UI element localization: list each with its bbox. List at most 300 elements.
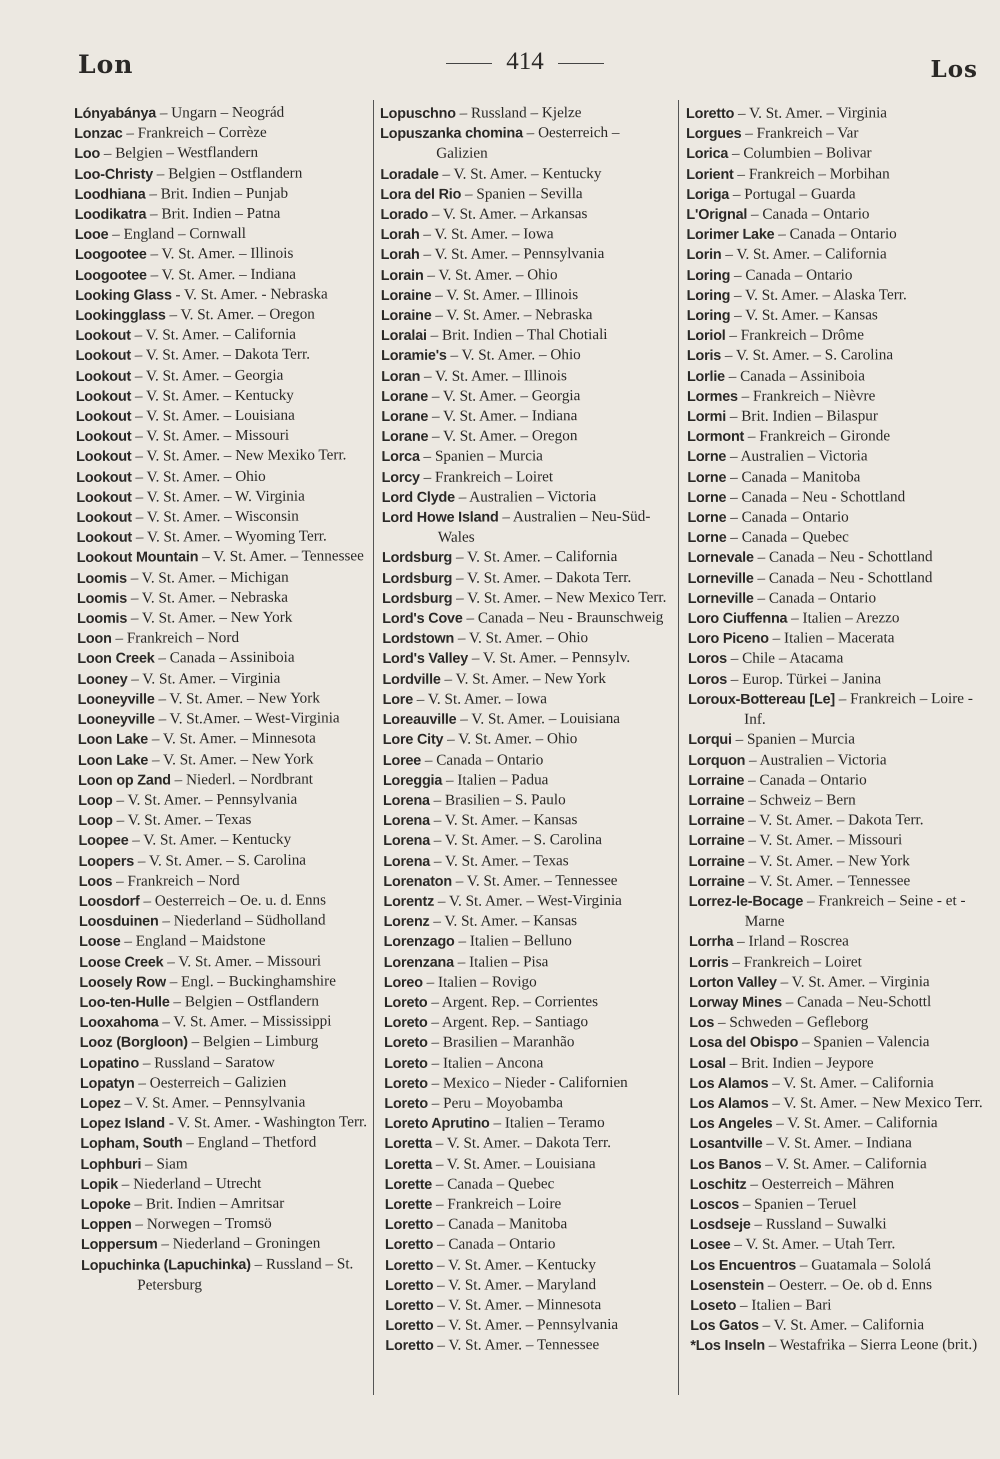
place-name: Lorgues — [686, 126, 742, 143]
gazetteer-entry — [383, 810, 675, 831]
gazetteer-entry — [77, 668, 369, 690]
place-location: – Canada – Neu-Schottl — [781, 993, 932, 1011]
place-location: – V. St. Amer. – Pennsylvania — [120, 1093, 306, 1112]
gazetteer-entry — [76, 486, 368, 508]
place-name: Loree — [382, 752, 422, 769]
gazetteer-entry — [381, 264, 673, 285]
gazetteer-entry — [381, 365, 673, 386]
place-location: – Argent. Rep. – Santiago — [427, 1013, 589, 1031]
place-location: – Frankreich – Loiret — [728, 952, 862, 971]
place-name: Loros — [687, 671, 728, 688]
place-location: – V. St. Amer. – Illinois — [431, 285, 579, 304]
place-location: – V. St. Amer. – S. Carolina — [133, 851, 307, 870]
place-name: Lorena — [383, 833, 431, 850]
place-name: Loppen — [80, 1216, 132, 1234]
gazetteer-entry — [78, 688, 370, 710]
place-location: – Ungarn – Neográd — [155, 103, 285, 122]
place-name: *Los Inseln — [690, 1338, 765, 1355]
gazetteer-entry — [74, 163, 366, 185]
gazetteer-entry — [689, 992, 985, 1013]
place-name: Looking Glass — [75, 287, 172, 304]
place-name: Lorca — [381, 449, 420, 466]
gazetteer-entry — [384, 1133, 676, 1154]
place-name: Looz (Borgloon) — [79, 1034, 188, 1052]
place-name: Loon — [77, 631, 112, 648]
place-name: Lorrha — [688, 934, 734, 951]
place-name: Loretto — [384, 1237, 434, 1254]
gazetteer-entry — [690, 1154, 986, 1175]
gazetteer-entry — [690, 1335, 986, 1356]
place-location: – V. St. Amer. – Pennsylvania — [433, 1316, 619, 1334]
place-name: Lormont — [687, 429, 745, 446]
place-location: – Canada – Neu - Schottland — [753, 548, 933, 567]
place-location: – V. St. Amer. – Maryland — [433, 1275, 597, 1294]
gazetteer-entry — [385, 1173, 677, 1194]
place-name: Lorneville — [687, 590, 754, 607]
place-name: Loop — [78, 792, 113, 809]
place-location: – Italien – Pisa — [453, 952, 549, 971]
gazetteer-entry — [690, 1174, 986, 1195]
place-location: – Belgien – Westflandern — [100, 144, 259, 163]
place-name: Loraine — [380, 287, 432, 304]
gazetteer-entry — [380, 184, 672, 205]
gazetteer-entry — [688, 729, 984, 750]
gazetteer-entry — [74, 143, 366, 165]
gazetteer-entry — [688, 588, 984, 609]
gazetteer-entry — [380, 103, 672, 124]
place-name: Loretto — [385, 1277, 434, 1294]
place-name: Lora del Rio — [380, 186, 462, 203]
gazetteer-entry — [688, 547, 984, 568]
gazetteer-entry — [689, 1032, 985, 1053]
gazetteer-entry — [687, 467, 983, 488]
gazetteer-entry — [384, 1113, 676, 1134]
place-name: Lord's Cove — [382, 610, 463, 628]
place-name: Los Encuentros — [690, 1257, 797, 1274]
gazetteer-entry — [687, 386, 983, 407]
place-location: – Niederland – Utrecht — [117, 1174, 262, 1193]
place-location: – V. St. Amer. – Dakota Terr. — [130, 346, 311, 365]
place-location: – V. St. Amer. – Indiana — [146, 265, 297, 284]
place-name: Lorah — [380, 247, 420, 264]
place-name: Lookout Mountain — [76, 549, 199, 567]
place-name: Lorenaton — [383, 873, 452, 890]
place-name: Loogootee — [74, 267, 147, 284]
gazetteer-entry — [380, 204, 672, 225]
place-name: Lorah — [380, 227, 420, 244]
gazetteer-entry — [384, 911, 676, 932]
place-location: – Frankreich – Loire — [432, 1195, 562, 1213]
gazetteer-entry — [383, 769, 675, 790]
gazetteer-entry — [384, 931, 676, 952]
gazetteer-entry — [385, 1194, 677, 1215]
place-name: Lopuszanka chomina — [380, 125, 523, 143]
place-location: – Irland – Roscrea — [733, 932, 849, 951]
place-location: – V. St. Amer. – Michigan — [126, 568, 289, 587]
place-location: – England – Cornwall — [108, 225, 246, 244]
place-name: Lookout — [76, 449, 132, 466]
place-location: – V. St. Amer. – New Mexiko Terr. — [131, 446, 347, 466]
place-location: – V. St. Amer. – New York — [440, 669, 606, 688]
place-location: – V. St. Amer. – Tennessee — [744, 871, 911, 890]
gazetteer-entry — [383, 830, 675, 851]
gazetteer-entry — [690, 1315, 986, 1336]
gazetteer-entry — [383, 850, 675, 871]
gazetteer-entry — [381, 244, 673, 265]
gazetteer-entry — [690, 1275, 986, 1296]
place-name: Los Gatos — [690, 1317, 759, 1335]
place-name: Lónyabánya — [74, 105, 157, 122]
place-name: Lore City — [382, 732, 444, 749]
place-name: Lopez — [80, 1095, 121, 1112]
place-name: Loreto — [384, 1035, 428, 1052]
place-location: – V. St.Amer. – West-Virginia — [154, 709, 340, 728]
gazetteer-entry — [380, 123, 672, 165]
gazetteer-entry — [382, 668, 674, 689]
gazetteer-entry — [381, 446, 673, 467]
gazetteer-entry — [383, 729, 675, 750]
place-name: Losa del Obispo — [689, 1034, 799, 1052]
place-name: Loreto — [384, 1075, 428, 1092]
place-name: Lorraine — [688, 853, 745, 870]
place-location: – V. St. Amer. – Kentucky — [433, 1255, 596, 1274]
gazetteer-entry — [79, 870, 371, 892]
gazetteer-entry — [686, 123, 982, 144]
place-name: Lordstown — [382, 630, 455, 648]
place-location: – Argent. Rep. – Corrientes — [427, 992, 599, 1011]
place-location: – Frankreich – Nièvre — [737, 387, 876, 405]
place-name: Loreo — [383, 974, 423, 991]
gazetteer-entry — [78, 749, 370, 771]
place-name: Loon Lake — [77, 731, 149, 749]
gazetteer-entry — [79, 931, 371, 953]
gazetteer-entry — [384, 971, 676, 992]
place-name: Lorraine — [688, 812, 745, 830]
gazetteer-entry — [75, 304, 367, 326]
place-location: – Frankreich – Seine - et - Marne — [744, 891, 966, 930]
place-name: Lord Howe Island — [381, 509, 499, 527]
place-name: Lornevale — [687, 550, 754, 567]
gazetteer-entry — [383, 870, 675, 891]
place-name: Lopham, South — [80, 1135, 183, 1153]
gazetteer-entry — [381, 386, 673, 407]
gazetteer-entry — [381, 325, 673, 346]
gazetteer-entry — [687, 527, 983, 548]
place-name: Loretto — [385, 1257, 434, 1274]
gazetteer-entry — [690, 1255, 986, 1276]
gazetteer-entry — [77, 648, 369, 670]
place-name: Lopatino — [79, 1055, 140, 1072]
place-name: Looneyville — [77, 691, 155, 708]
place-name: Lorraine — [688, 772, 745, 789]
place-location: – V. St. Amer. – Georgia — [130, 366, 284, 385]
gazetteer-entry — [384, 1093, 676, 1114]
place-location: – V. St. Amer. – California — [768, 1073, 934, 1092]
place-location: – V. St. Amer. – Kentucky — [438, 164, 602, 183]
gazetteer-entry — [81, 1213, 373, 1235]
place-location: – V. St. Amer. – Mississippi — [158, 1012, 332, 1031]
place-location: – Oesterreich – Galizien — [436, 124, 620, 163]
place-name: Loopers — [78, 853, 135, 870]
gazetteer-entry — [384, 1012, 676, 1033]
place-location: – Columbien – Bolivar — [728, 144, 872, 163]
gazetteer-entry — [75, 345, 367, 367]
place-name: Loreto Aprutino — [384, 1115, 490, 1133]
place-name: Loreto — [384, 1095, 428, 1112]
place-name: Loosely Row — [79, 974, 166, 991]
gazetteer-entry — [75, 244, 367, 266]
gazetteer-entry — [689, 871, 985, 892]
place-name: Loosduinen — [78, 913, 159, 931]
place-location: – V. St. Amer. – Nebraska — [126, 588, 289, 607]
place-name: Lord Clyde — [381, 489, 455, 506]
place-location: – Frankreich – Corrèze — [122, 124, 267, 142]
place-location: – Russland – Saratow — [138, 1053, 275, 1072]
place-location: – Frankreich – Drôme — [725, 326, 864, 345]
place-name: Loo-Christy — [74, 166, 154, 183]
place-name: Lorentz — [383, 893, 435, 910]
place-location: – V. St. Amer. – Ohio — [443, 730, 578, 749]
place-name: Loretto — [384, 1216, 434, 1234]
gazetteer-entry — [76, 425, 368, 447]
place-location: – Canada – Ontario — [421, 750, 544, 769]
place-name: Loseto — [690, 1297, 737, 1314]
place-location: – V. St. Amer. – Texas — [430, 851, 569, 870]
place-location: – Spanien – Teruel — [738, 1195, 857, 1213]
place-name: Lorane — [381, 408, 429, 426]
place-name: Lorquon — [688, 752, 746, 769]
place-name: Loring — [686, 267, 731, 284]
place-location: – V. St. Amer. – W. Virginia — [131, 487, 305, 506]
place-name: Lorimer Lake — [686, 226, 775, 244]
place-location: – V. St. Amer. – California — [721, 245, 887, 264]
place-name: Loradale — [380, 166, 439, 183]
gazetteer-entry — [81, 1254, 373, 1296]
gazetteer-entry — [80, 1032, 372, 1054]
place-location: – Frankreich – Gironde — [744, 427, 891, 446]
place-location: – Canada – Neu - Schottland — [726, 488, 906, 506]
place-location: – Oesterr. – Oe. ob d. Enns — [764, 1275, 933, 1294]
place-location: – V. St. Amer. – Iowa — [419, 225, 554, 244]
place-name: Lopez Island — [80, 1115, 166, 1133]
place-location: – V. St. Amer. – Kansas — [730, 306, 878, 324]
place-location: – Niederl. – Nordbrant — [170, 770, 314, 789]
page-header — [0, 46, 1000, 86]
place-location: – Brit. Indien – Bilaspur — [726, 407, 878, 425]
place-location: – Belgien – Limburg — [187, 1032, 319, 1051]
place-name: Loscos — [689, 1196, 740, 1213]
place-location: – Frankreich – Nord — [112, 871, 240, 890]
column-divider — [678, 100, 679, 1395]
place-location: – Frankreich – Nord — [111, 629, 240, 648]
place-name: Lordsburg — [382, 590, 453, 607]
place-name: Lorado — [380, 206, 429, 224]
place-name: Loon Lake — [77, 752, 149, 769]
page-number — [430, 48, 620, 76]
place-location: – Peru – Moyobamba — [427, 1094, 563, 1112]
place-name: Loomis — [77, 610, 128, 628]
place-location: – Norwegen – Tromsö — [131, 1214, 272, 1233]
place-location: – V. St. Amer. – Arkansas — [428, 205, 588, 223]
place-location: – V. St. Amer. – Missouri — [131, 426, 290, 445]
gazetteer-entry — [80, 1153, 372, 1175]
place-location: – Canada – Neu - Braunschweig — [462, 608, 664, 627]
place-location: – Canada – Manitoba — [433, 1215, 568, 1233]
place-location: – Brit. Indien – Thal Chotiali — [426, 326, 608, 345]
place-location: – Frankreich – Loire - Inf. — [744, 689, 973, 728]
place-name: Losee — [689, 1237, 731, 1254]
place-name: Loreto — [383, 1014, 428, 1032]
place-name: Los — [689, 1015, 715, 1032]
gazetteer-entry — [385, 1315, 677, 1336]
place-name: Loran — [381, 368, 421, 385]
gazetteer-entry — [686, 224, 982, 245]
gazetteer-entry — [80, 1112, 372, 1134]
place-name: Lookout — [76, 489, 132, 506]
place-location: – V. St. Amer. – California — [130, 325, 297, 344]
place-name: Lorenz — [383, 913, 430, 931]
place-location: – Europ. Türkei – Janina — [726, 670, 882, 688]
gazetteer-entry — [686, 143, 982, 164]
place-location: – Spanien – Sevilla — [461, 184, 583, 203]
column-2 — [380, 103, 677, 1357]
gazetteer-entry — [690, 1113, 986, 1134]
gazetteer-entry — [382, 507, 674, 549]
gazetteer-entry — [80, 1072, 372, 1094]
gazetteer-entry — [688, 608, 984, 629]
gazetteer-entry — [382, 466, 674, 487]
place-location: – Spanien – Murcia — [419, 447, 543, 466]
place-name: Loretta — [384, 1156, 433, 1173]
gazetteer-entry — [687, 305, 983, 326]
place-location: – Russland – St. Petersburg — [137, 1254, 354, 1294]
place-location: – V. St. Amer. – Virginia — [734, 104, 888, 122]
gazetteer-entry — [382, 547, 674, 568]
gazetteer-entry — [78, 830, 370, 852]
place-location: – Canada – Ontario — [744, 771, 867, 789]
place-location: – V. St. Amer. – Nebraska — [431, 306, 593, 324]
gazetteer-entry — [688, 628, 984, 649]
place-location: – Brit. Indien – Jeypore — [725, 1053, 874, 1072]
gazetteer-entry — [75, 203, 367, 225]
place-location: – Canada – Ontario — [753, 589, 877, 607]
place-location: – Frankreich – Var — [741, 124, 859, 143]
gazetteer-entry — [79, 971, 371, 993]
gazetteer-entry — [689, 1093, 985, 1114]
place-name: Lorenzago — [383, 934, 455, 951]
place-location: – V. St. Amer. – Kansas — [429, 811, 578, 829]
gazetteer-entry — [688, 648, 984, 669]
place-location: – Canada – Manitoba — [726, 468, 861, 486]
gazetteer-entry — [686, 103, 982, 124]
gazetteer-entry — [76, 405, 368, 427]
place-location: – Australien – Victoria — [745, 750, 887, 769]
gazetteer-entry — [687, 345, 983, 366]
place-location: – V. St. Amer. – Dakota Terr. — [431, 1134, 612, 1153]
gazetteer-entry — [690, 1194, 986, 1215]
place-name: Loppersum — [80, 1236, 158, 1254]
place-name: Loodikatra — [74, 206, 147, 224]
place-location: – Oesterreich – Galizien — [134, 1073, 287, 1092]
gazetteer-entry — [76, 506, 368, 528]
place-name: Loriol — [686, 328, 726, 345]
place-location: – V. St. Amer. – Iowa — [412, 690, 548, 708]
gazetteer-entry — [689, 1073, 985, 1094]
place-location: – V. St. Amer. – Illinois — [146, 245, 294, 263]
place-location: – Australien – Victoria — [454, 487, 597, 506]
place-name: Loramie's — [381, 348, 447, 365]
place-name: Looneyville — [77, 711, 155, 729]
place-name: Lookout — [75, 388, 132, 405]
gazetteer-entry — [385, 1214, 677, 1235]
place-location: – V. St. Amer. – Utah Terr. — [730, 1235, 896, 1254]
gazetteer-entry — [77, 567, 369, 589]
gazetteer-entry — [77, 547, 369, 569]
place-name: Loretta — [384, 1136, 432, 1153]
place-name: Loretto — [385, 1297, 434, 1314]
gazetteer-entry — [687, 406, 983, 427]
gazetteer-entry — [76, 365, 368, 387]
place-location: – Russland – Kjelze — [455, 104, 582, 122]
place-location: – V. St. Amer. – Kansas — [429, 912, 578, 930]
gazetteer-entry — [74, 122, 366, 144]
place-name: Lorane — [381, 429, 429, 446]
place-location: – Australien – Victoria — [726, 447, 868, 466]
gazetteer-entry — [381, 224, 673, 245]
gazetteer-entry — [383, 709, 675, 730]
place-name: Lorena — [383, 853, 431, 870]
place-location: – V. St. Amer. – Kentucky — [131, 386, 294, 405]
place-location: – England – Maidstone — [120, 932, 266, 951]
gazetteer-entry — [79, 850, 371, 872]
gazetteer-entry — [384, 1052, 676, 1073]
place-location: – V. St. Amer. – New Mexico Terr. — [768, 1093, 983, 1112]
page-number-text: 414 — [506, 48, 544, 75]
place-location: – Niederland – Groningen — [157, 1234, 321, 1253]
place-name: Lorcy — [381, 469, 420, 486]
gazetteer-entry — [384, 951, 676, 972]
gazetteer-entry — [689, 972, 985, 993]
place-name: Loo-ten-Hulle — [79, 994, 170, 1011]
gazetteer-entry — [74, 183, 366, 205]
place-location: – Chile – Atacama — [726, 649, 844, 668]
gazetteer-entry — [80, 1052, 372, 1074]
place-name: Lookout — [76, 469, 132, 486]
place-name: Lookout — [76, 509, 132, 527]
place-location: – V. St. Amer. – New York — [127, 608, 293, 627]
place-name: Loretto — [686, 105, 735, 122]
gazetteer-entry — [687, 507, 983, 528]
place-location: – Niederland – Südholland — [158, 911, 326, 930]
gazetteer-entry — [381, 406, 673, 427]
place-name: Loo — [74, 146, 101, 163]
place-location: – V. St. Amer. – Illinois — [420, 366, 567, 385]
gazetteer-entry — [383, 891, 675, 912]
place-name: Looe — [74, 227, 109, 244]
gazetteer-entry — [687, 366, 983, 387]
place-location: – V. St. Amer. – Louisiana — [456, 710, 621, 728]
place-name: Loros — [687, 651, 727, 668]
place-name: Loriga — [686, 186, 730, 203]
gazetteer-entry — [686, 184, 982, 205]
place-name: Lordsburg — [381, 550, 453, 567]
column-1 — [74, 102, 373, 1296]
place-location: – V. St. Amer. – California — [452, 548, 618, 567]
place-location: – Canada – Neu - Schottland — [753, 568, 933, 587]
gazetteer-entry — [690, 1133, 986, 1154]
gazetteer-entry — [75, 284, 367, 306]
gazetteer-entry — [384, 992, 676, 1013]
